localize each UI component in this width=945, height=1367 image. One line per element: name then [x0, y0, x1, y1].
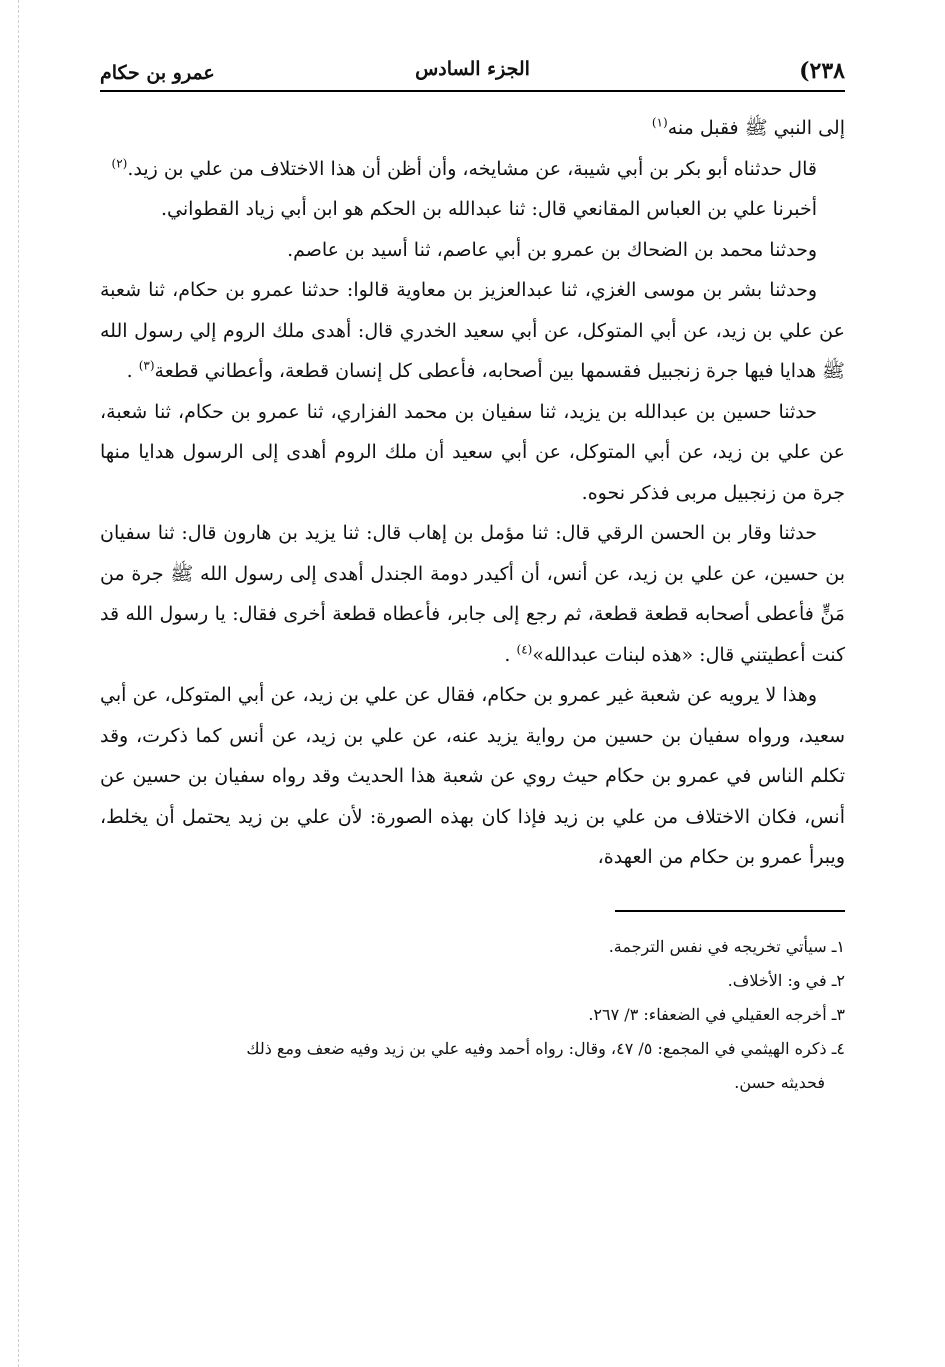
- paragraph: وحدثنا محمد بن الضحاك بن عمرو بن أبي عاصم، ثنا أسيد بن عاصم.: [287, 238, 817, 261]
- footnote-marker: (٣): [138, 358, 155, 373]
- paragraph: حدثنا حسين بن عبدالله بن يزيد، ثنا سفيان بن محمد الفزاري، ثنا عمرو بن حكام، ثنا شعبة، عن علي بن زيد، عن أبي المتوكل، عن أبي سعيد أن ملك الروم أهدى إلى الرسول هدايا منها جرة من زنجبيل مربى فذكر نحوه.: [100, 400, 845, 504]
- running-title: عمرو بن حكام: [100, 62, 215, 84]
- main-text: [100, 108, 845, 878]
- section-title: الجزء السادس: [415, 58, 530, 80]
- page-header: [100, 48, 845, 92]
- footnote-marker: (٤): [516, 642, 533, 657]
- paragraph: أخبرنا علي بن العباس المقانعي قال: ثنا عبدالله بن الحكم هو ابن أبي زياد القطواني.: [161, 198, 817, 220]
- paragraph: حدثنا وقار بن الحسن الرقي قال: ثنا مؤمل بن إهاب قال: ثنا يزيد بن هارون قال: ثنا سفيان بن حسين، عن علي بن زيد، عن أنس، أن أكيدر دومة الجندل أهدى إلى رسول الله ﷺ جرة من مَنٍّ فأعطى أصحابه قطعة قطعة، ثم رجع إلى جابر، فأعطاه قطعة أخرى فقال: يا رسول الله قد كنت أعطيتني قال: «هذه لبنات عبدالله»$^{(٤)}$ .: [100, 522, 845, 666]
- footnote-marker: (١): [651, 115, 668, 130]
- paragraph: وهذا لا يرويه عن شعبة غير عمرو بن حكام، فقال عن علي بن زيد، عن أبي المتوكل، عن أبي سعيد، ورواه سفيان بن حسين من رواية يزيد عنه، عن علي بن زيد، عن أنس كما ذكرت، وقد تكلم الناس في عمرو بن حكام حيث روي عن شعبة هذا الحديث وقد رواه سفيان بن حسين عن أنس، فكان الاختلاف من علي بن زيد فإذا كان بهذه الصورة: لأن علي بن زيد يحتمل أن يخلط، ويبرأ عمرو بن حكام من العهدة،: [100, 684, 845, 868]
- footnote: ١ـ سيأتي تخريجه في نفس الترجمة.: [608, 936, 845, 956]
- page-number: (٢٣٨: [799, 58, 845, 84]
- footnote-separator: [615, 910, 845, 912]
- footnote-marker: (٢): [111, 156, 128, 171]
- footnotes: [100, 930, 845, 1100]
- footnote: ٢ـ في و: الأخلاف.: [727, 970, 845, 990]
- paragraph: إلى النبي ﷺ فقبل منه$^{(١)}$: [651, 115, 845, 139]
- paragraph: وحدثنا بشر بن موسى الغزي، ثنا عبدالعزيز بن معاوية قالوا: حدثنا عمرو بن حكام، ثنا شعبة عن علي بن زيد، عن أبي المتوكل، عن أبي سعيد الخدري قال: أهدى ملك الروم إلي رسول الله ﷺ هدايا فيها جرة زنجبيل فقسمها بين أصحابه، فأعطى كل إنسان قطعة، وأعطاني قطعة$^{(٣)}$ .: [100, 279, 845, 382]
- footnote: ٣ـ أخرجه العقيلي في الضعفاء: ٣/ ٢٦٧.: [588, 1004, 845, 1024]
- footnote-continuation: فحديثه حسن.: [734, 1072, 825, 1092]
- paragraph: قال حدثناه أبو بكر بن أبي شيبة، عن مشايخه، وأن أظن أن هذا الاختلاف من علي بن زيد.$^{(٢)}$: [111, 156, 817, 180]
- footnote: ٤ـ ذكره الهيثمي في المجمع: ٥/ ٤٧، وقال: رواه أحمد وفيه علي بن زيد وفيه ضعف ومع ذلك: [246, 1038, 845, 1058]
